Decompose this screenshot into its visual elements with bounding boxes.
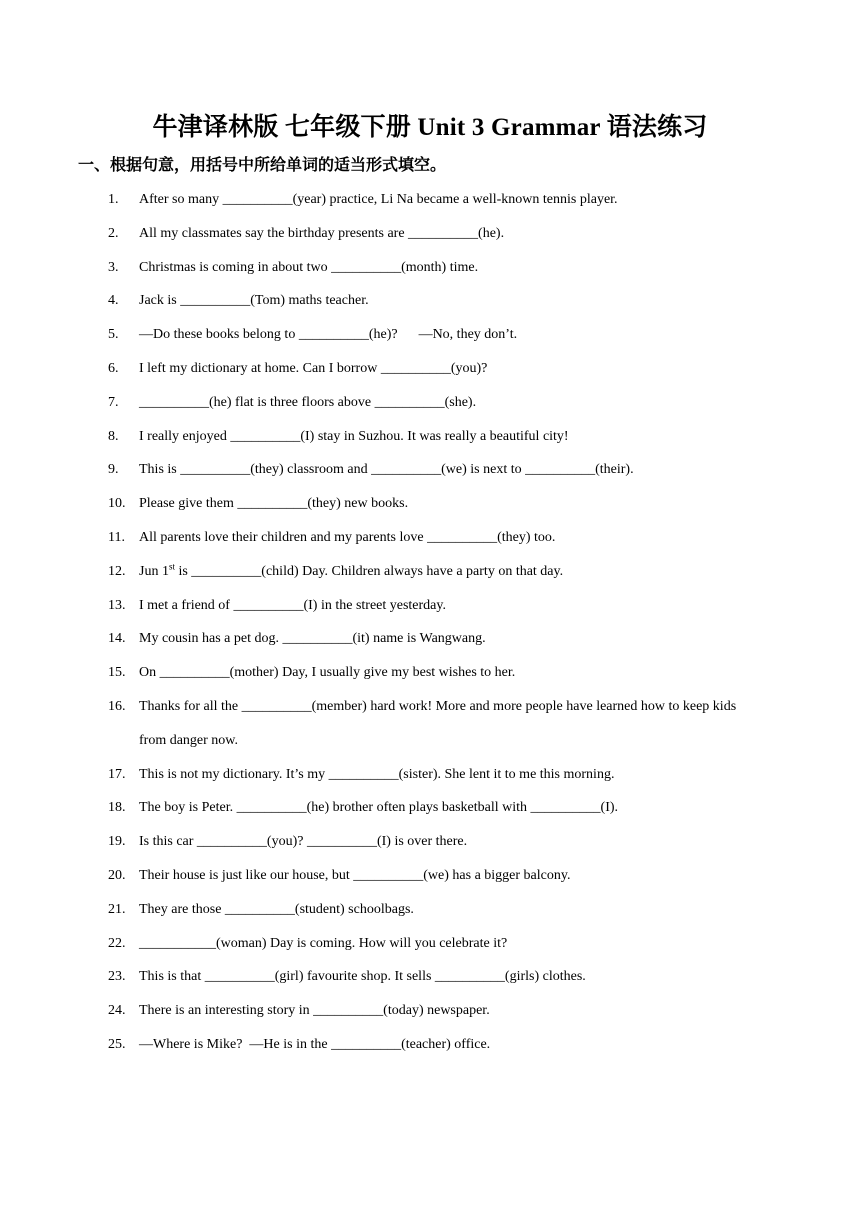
ordinal-superscript: st — [168, 561, 175, 572]
question-number: 17. — [108, 766, 126, 782]
question-number: 23. — [108, 969, 126, 985]
question-text-part: Jun 1 — [139, 563, 169, 579]
question-text-part: is __________(child) Day. Children always have a party on that day. — [174, 563, 564, 579]
question-list — [0, 188, 860, 1067]
question-number: 14. — [108, 631, 126, 647]
question-number: 13. — [108, 597, 126, 613]
question-text: This is that __________(girl) favourite shop. It sells __________(girls) clothes. — [139, 969, 586, 985]
question-number: 1. — [108, 192, 119, 207]
question-text: Please give them __________(they) new books. — [139, 496, 409, 512]
question-text: They are those __________(student) schoolbags. — [139, 901, 414, 917]
question-number: 24. — [108, 1003, 126, 1019]
question-text: All parents love their children and my parents love __________(they) too. — [139, 529, 556, 545]
question-number: 3. — [108, 259, 119, 275]
page-title: 牛津译林版 七年级下册 Unit 3 Grammar 语法练习 — [152, 114, 708, 141]
question-text: I met a friend of __________(I) in the street yesterday. — [139, 597, 446, 613]
question-text: On __________(mother) Day, I usually give my best wishes to her. — [139, 665, 516, 681]
question-number: 7. — [108, 394, 119, 410]
question-number: 8. — [108, 428, 119, 444]
question-number: 6. — [108, 360, 119, 376]
question-item — [0, 695, 860, 763]
question-number: 15. — [108, 665, 126, 681]
question-text: Thanks for all the __________(member) hard work! More and more people have learned how to keep kids from danger now. — [139, 698, 737, 748]
question-number: 22. — [108, 935, 126, 951]
question-text — [139, 555, 764, 589]
question-text: This is not my dictionary. It’s my __________(sister). She lent it to me this morning. — [139, 766, 615, 782]
question-text: Is this car __________(you)? __________(I) is over there. — [139, 834, 468, 850]
question-text: My cousin has a pet dog. __________(it) name is Wangwang. — [139, 631, 486, 647]
question-text: I left my dictionary at home. Can I borrow __________(you)? — [139, 360, 488, 376]
question-text: All my classmates say the birthday presents are __________(he). — [139, 225, 505, 241]
question-text: Their house is just like our house, but __________(we) has a bigger balcony. — [139, 867, 571, 883]
section-heading: 一、根据句意，用括号中所给单词的适当形式填空。 — [78, 155, 447, 174]
question-number: 19. — [108, 834, 126, 850]
question-item — [0, 1033, 860, 1067]
question-text: There is an interesting story in __________(today) newspaper. — [139, 1003, 490, 1019]
question-number: 9. — [108, 462, 119, 478]
question-text: Jack is __________(Tom) maths teacher. — [139, 293, 369, 309]
question-number: 10. — [108, 496, 126, 512]
question-text: The boy is Peter. __________(he) brother often plays basketball with __________(I). — [139, 800, 619, 816]
question-text: After so many __________(year) practice, Li Na became a well-known tennis player. — [139, 192, 618, 207]
question-number: 16. — [108, 698, 126, 714]
question-number: 4. — [108, 293, 119, 309]
question-number: 11. — [108, 529, 125, 545]
question-text: —Where is Mike? —He is in the __________(teacher) office. — [139, 1036, 491, 1052]
question-text: I really enjoyed __________(I) stay in Suzhou. It was really a beautiful city! — [139, 428, 569, 444]
question-text: This is __________(they) classroom and __________(we) is next to __________(their). — [139, 462, 634, 478]
question-number: 5. — [108, 327, 119, 343]
question-number: 18. — [108, 800, 126, 816]
question-number: 2. — [108, 225, 119, 241]
question-text: Christmas is coming in about two __________(month) time. — [139, 259, 479, 275]
question-number: 12. — [108, 563, 126, 579]
question-number: 20. — [108, 867, 126, 883]
question-text: —Do these books belong to __________(he)? —No, they don’t. — [139, 327, 518, 343]
question-text: __________(he) flat is three floors above __________(she). — [139, 394, 477, 410]
question-text: ___________(woman) Day is coming. How will you celebrate it? — [139, 935, 508, 951]
question-number: 21. — [108, 901, 126, 917]
question-number: 25. — [108, 1036, 126, 1052]
